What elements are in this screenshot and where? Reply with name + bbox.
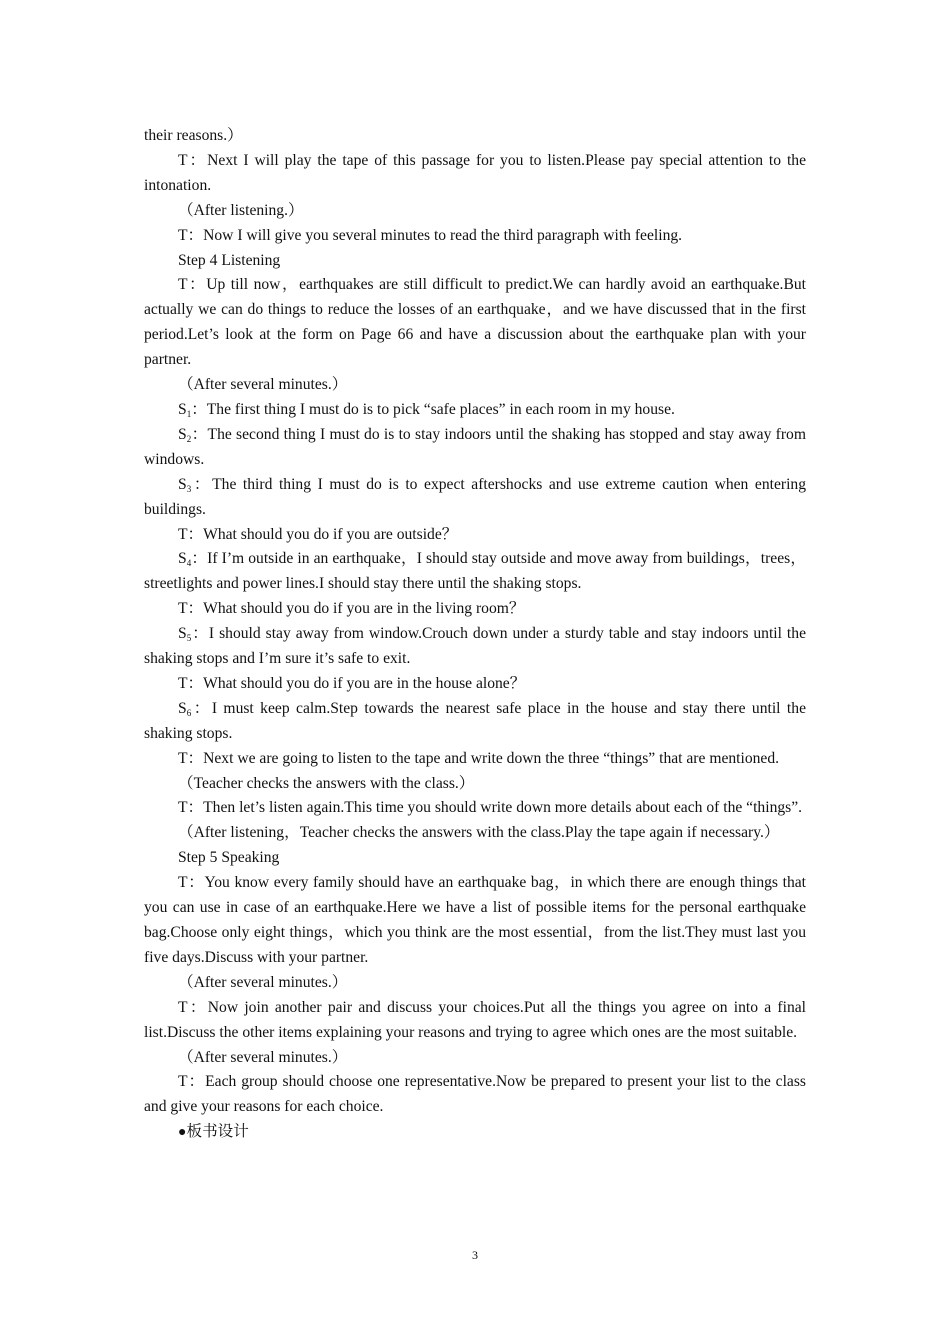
speaker-number: 2 [186,433,192,444]
paragraph [144,398,806,423]
paragraph-text: ：What should you do if you are outside？ [187,525,458,543]
speaker-label [178,675,188,692]
speaker-name: T [178,276,188,294]
paragraph [144,871,806,971]
paragraph [144,1070,806,1120]
paragraph-text: ：What should you do if you are in the house alone？ [187,674,526,692]
paragraph-text: ：Then let’s listen again.This time you should write down more details about each of the “things”. [187,799,803,817]
paragraph-text: Step 5 Speaking [178,849,280,867]
paragraph [144,747,806,772]
paragraph-text: ：The first thing I must do is to pick “safe places” in each room in my house. [191,400,675,418]
speaker-number: 6 [186,707,192,718]
paragraph [144,149,806,199]
paragraph-text: their reasons.） [144,127,243,144]
paragraph-text: （After listening.） [178,201,304,219]
bullet-icon: ● [178,1125,187,1141]
paragraph [144,846,806,871]
speaker-number: 1 [186,408,192,419]
paragraph-text: ：Now I will give you several minutes to read the third paragraph with feeling. [187,226,683,244]
page-number: 3 [472,1248,478,1262]
speaker-label [178,550,191,567]
paragraph-text: ：Each group should choose one representative.Now be prepared to present your list to the class and give your reasons for each choice. [144,1073,806,1116]
paragraph [144,1046,806,1071]
speaker-label [178,750,188,767]
paragraph [144,373,806,398]
paragraph [144,273,806,373]
speaker-name: S [178,400,187,418]
speaker-label [178,1073,188,1090]
speaker-label [178,401,191,418]
paragraph [144,547,806,597]
paragraph-text: ：I should stay away from window.Crouch down under a sturdy table and stay indoors until the shaking stops and I’m sure it’s safe to exit. [144,625,806,668]
speaker-label [178,526,188,543]
paragraph [144,622,806,672]
paragraph [144,473,806,523]
speaker-label [178,625,191,642]
paragraph [144,796,806,821]
paragraph [144,971,806,996]
section-heading [144,1120,806,1146]
speaker-name: T [178,600,188,618]
speaker-name: S [178,425,187,443]
paragraph-text: ：If I’m outside in an earthquake，I should stay outside and move away from buildings，trees，streetlights and power lines.I should stay there until the shaking stops. [144,550,806,593]
paragraph-text: ：I must keep calm.Step towards the nearest safe place in the house and stay there until the shaking stops. [144,699,806,742]
speaker-name: T [178,749,188,767]
paragraph [144,249,806,274]
speaker-name: T [178,674,188,692]
speaker-label [178,874,188,891]
paragraph-text: ：The second thing I must do is to stay indoors until the shaking has stopped and stay away from windows. [144,425,806,468]
paragraph [144,597,806,622]
speaker-name: T [178,525,188,543]
paragraph-text: ：Up till now，earthquakes are still difficult to predict.We can hardly avoid an earthquake.But actually we can do things to reduce the losses of an earthquake，and we have discussed that in the first period.Let’s look at the form on Page 66 and have a discussion about the earthquake plan with your partner. [144,276,806,369]
paragraph-text: ：The third thing I must do is to expect aftershocks and use extreme caution when entering buildings. [144,475,806,518]
speaker-name: T [178,151,188,169]
speaker-name: S [178,475,187,493]
speaker-name: T [178,874,188,892]
paragraph [144,697,806,747]
document-body [144,124,806,1146]
speaker-label [178,227,188,244]
paragraph-text: （After several minutes.） [178,376,348,394]
speaker-name: T [178,1073,188,1091]
speaker-label [178,426,191,443]
speaker-name: T [178,226,188,244]
speaker-label [178,799,188,816]
speaker-name: S [178,550,187,568]
paragraph [144,821,806,846]
speaker-label [178,600,188,617]
paragraph-text: ：Next I will play the tape of this passage for you to listen.Please pay special attention to the intonation. [144,151,806,194]
speaker-number: 4 [186,558,192,569]
paragraph [144,199,806,224]
speaker-name: S [178,699,187,717]
paragraph [144,772,806,797]
paragraph-list [144,124,806,1120]
speaker-number: 3 [186,483,192,494]
paragraph [144,224,806,249]
speaker-label [178,276,188,293]
paragraph-text: （After listening，Teacher checks the answers with the class.Play the tape again if necessary.） [178,824,780,842]
paragraph-text: （Teacher checks the answers with the class.） [178,774,475,792]
paragraph-text: Step 4 Listening [178,251,281,269]
paragraph [144,124,806,149]
paragraph [144,996,806,1046]
speaker-name: T [178,799,188,817]
speaker-label [178,999,188,1016]
speaker-number: 5 [186,633,192,644]
speaker-label [178,700,191,717]
paragraph [144,672,806,697]
paragraph-text: ：Next we are going to listen to the tape and write down the three “things” that are mentioned. [187,749,780,767]
speaker-label [178,476,191,493]
paragraph-text: （After several minutes.） [178,973,348,991]
speaker-name: T [178,998,188,1016]
section-heading-text: 板书设计 [186,1123,249,1141]
paragraph [144,523,806,548]
speaker-name: S [178,625,187,643]
paragraph-text: （After several minutes.） [178,1048,348,1066]
paragraph-text: ：You know every family should have an earthquake bag，in which there are enough things that you can use in case of an earthquake.Here we have a list of possible items for the personal earthquake bag.Choose only eight things，which you think are the most essential，from the list.They must last you five days.Discuss with your partner. [144,874,806,966]
speaker-label [178,152,188,169]
paragraph-text: ：Now join another pair and discuss your choices.Put all the things you agree on into a final list.Discuss the other items explaining your reasons and trying to agree which ones are the most suitable. [144,998,806,1041]
paragraph [144,423,806,473]
paragraph-text: ：What should you do if you are in the living room？ [187,600,525,618]
